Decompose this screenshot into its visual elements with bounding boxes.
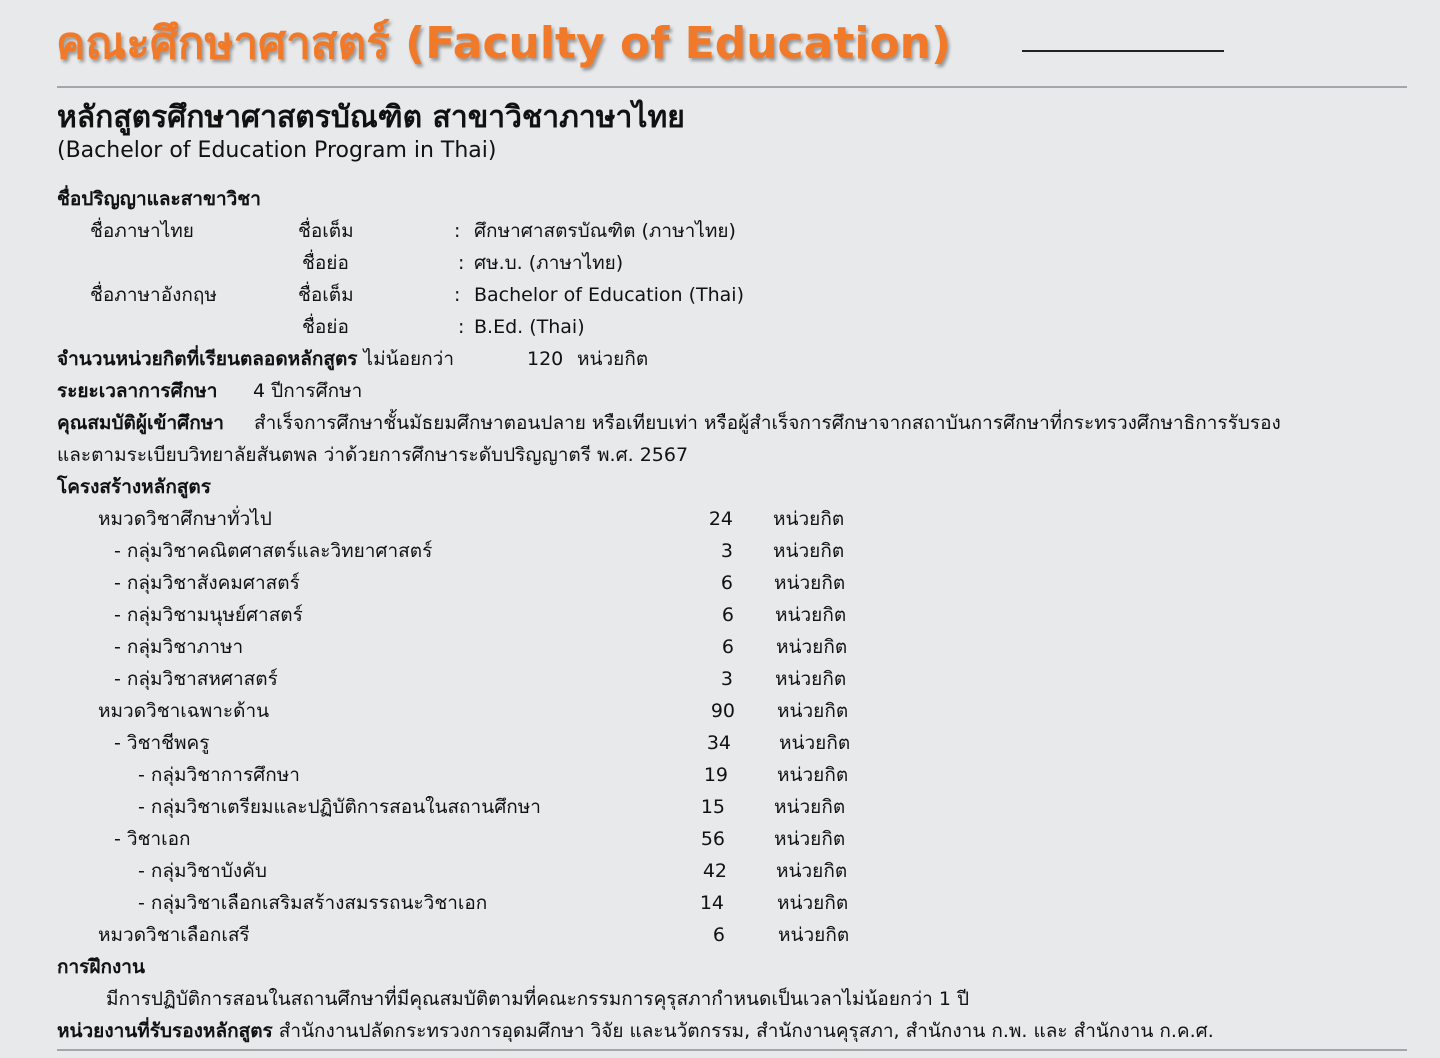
structure-row-credits: 3: [720, 540, 733, 562]
degree-colon: :: [454, 220, 461, 242]
total-credits-line: [57, 344, 454, 374]
structure-row-unit: หน่วยกิต: [773, 540, 845, 562]
structure-row-label: - กลุ่มวิชาเตรียมและปฏิบัติการสอนในสถานศึกษา: [138, 796, 541, 818]
structure-row-unit: หน่วยกิต: [778, 924, 850, 946]
structure-row-unit: หน่วยกิต: [774, 796, 846, 818]
title-underline-rule: [1022, 50, 1224, 52]
admission-text-line1: สำเร็จการศึกษาชั้นมัธยมศึกษาตอนปลาย หรือเทียบเท่า หรือผู้สำเร็จการศึกษาจากสถาบันการศึกษาที่กระทรวงศึกษาธิการรับรอง: [254, 412, 1281, 434]
total-credits-qualifier: ไม่น้อยกว่า: [363, 348, 455, 370]
structure-row-label: หมวดวิชาศึกษาทั่วไป: [98, 508, 272, 530]
duration-label: ระยะเวลาการศึกษา: [57, 380, 218, 402]
structure-row-unit: หน่วยกิต: [774, 572, 846, 594]
faculty-title: คณะศึกษาศาสตร์ (Faculty of Education): [56, 18, 952, 69]
degree-thai-full: ศึกษาศาสตรบัณฑิต (ภาษาไทย): [474, 220, 736, 242]
structure-row-unit: หน่วยกิต: [777, 764, 849, 786]
accreditation-line: [57, 1016, 1214, 1046]
degree-colon: :: [458, 252, 465, 274]
structure-row-label: - กลุ่มวิชาการศึกษา: [138, 764, 300, 786]
degree-colon: :: [458, 316, 465, 338]
structure-row-label: - กลุ่มวิชาสหศาสตร์: [114, 668, 278, 690]
structure-row-label: หมวดวิชาเฉพาะด้าน: [98, 700, 270, 722]
training-text: มีการปฏิบัติการสอนในสถานศึกษาที่มีคุณสมบัติตามที่คณะกรรมการคุรุสภากำหนดเป็นเวลาไม่น้อยกว่า 1 ปี: [106, 988, 970, 1010]
structure-row-credits: 3: [720, 668, 733, 690]
degree-thai-label: ชื่อภาษาไทย: [90, 220, 194, 242]
structure-row-label: - วิชาชีพครู: [114, 732, 210, 754]
structure-row-credits: 42: [702, 860, 727, 882]
degree-thai-full-label: ชื่อเต็ม: [298, 220, 354, 242]
structure-row-unit: หน่วยกิต: [777, 700, 849, 722]
page-header: [0, 0, 1440, 90]
degree-thai-abbr: ศษ.บ. (ภาษาไทย): [474, 252, 624, 274]
structure-row-credits: 6: [721, 604, 734, 626]
admission-label: คุณสมบัติผู้เข้าศึกษา: [57, 412, 224, 434]
structure-row-credits: 14: [699, 892, 724, 914]
program-title-thai: หลักสูตรศึกษาศาสตรบัณฑิต สาขาวิชาภาษาไทย: [57, 100, 685, 135]
total-credits-unit: หน่วยกิต: [577, 348, 649, 370]
structure-row-label: - กลุ่มวิชาบังคับ: [138, 860, 267, 882]
structure-row-label: - วิชาเอก: [114, 828, 191, 850]
structure-row-unit: หน่วยกิต: [775, 604, 847, 626]
structure-row-credits: 6: [721, 636, 734, 658]
degree-english-full-label: ชื่อเต็ม: [298, 284, 354, 306]
degree-english-abbr-label: ชื่อย่อ: [302, 316, 349, 338]
degree-english-full: Bachelor of Education (Thai): [474, 284, 744, 306]
structure-row-unit: หน่วยกิต: [779, 732, 851, 754]
degree-colon: :: [454, 284, 461, 306]
program-title-english: (Bachelor of Education Program in Thai): [57, 138, 497, 163]
structure-row-credits: 19: [703, 764, 728, 786]
total-credits-value: 120: [527, 348, 564, 370]
degree-thai-abbr-label: ชื่อย่อ: [302, 252, 349, 274]
accreditation-label: หน่วยงานที่รับรองหลักสูตร: [57, 1020, 273, 1042]
structure-row-unit: หน่วยกิต: [777, 892, 849, 914]
structure-row-credits: 56: [700, 828, 725, 850]
structure-row-unit: หน่วยกิต: [775, 668, 847, 690]
structure-row-label: - กลุ่มวิชาเลือกเสริมสร้างสมรรถนะวิชาเอก: [138, 892, 488, 914]
accreditation-text: สำนักงานปลัดกระทรวงการอุดมศึกษา วิจัย และนวัตกรรม, สำนักงานคุรุสภา, สำนักงาน ก.พ. และ สำนักงาน ก.ค.ศ.: [278, 1020, 1214, 1042]
degree-heading: ชื่อปริญญาและสาขาวิชา: [57, 188, 261, 210]
total-credits-label: จำนวนหน่วยกิตที่เรียนตลอดหลักสูตร: [57, 348, 358, 370]
structure-row-unit: หน่วยกิต: [774, 828, 846, 850]
structure-row-label: หมวดวิชาเลือกเสรี: [98, 924, 250, 946]
structure-row-credits: 24: [708, 508, 733, 530]
degree-english-label: ชื่อภาษาอังกฤษ: [90, 284, 217, 306]
structure-row-credits: 6: [720, 572, 733, 594]
structure-row-label: - กลุ่มวิชาคณิตศาสตร์และวิทยาศาสตร์: [114, 540, 433, 562]
structure-row-label: - กลุ่มวิชามนุษย์ศาสตร์: [114, 604, 303, 626]
header-divider: [57, 86, 1407, 88]
structure-row-unit: หน่วยกิต: [776, 636, 848, 658]
structure-row-unit: หน่วยกิต: [776, 860, 848, 882]
structure-heading: โครงสร้างหลักสูตร: [57, 476, 211, 498]
degree-english-abbr: B.Ed. (Thai): [474, 316, 585, 338]
admission-text-line2: และตามระเบียบวิทยาลัยสันตพล ว่าด้วยการศึกษาระดับปริญญาตรี พ.ศ. 2567: [57, 444, 689, 466]
structure-row-unit: หน่วยกิต: [773, 508, 845, 530]
duration-value: 4 ปีการศึกษา: [253, 380, 363, 402]
structure-row-credits: 6: [712, 924, 725, 946]
structure-row-label: - กลุ่มวิชาสังคมศาสตร์: [114, 572, 300, 594]
footer-divider: [57, 1049, 1407, 1051]
training-heading: การฝึกงาน: [57, 956, 145, 978]
structure-row-credits: 15: [700, 796, 725, 818]
structure-row-credits: 34: [706, 732, 731, 754]
structure-row-label: - กลุ่มวิชาภาษา: [114, 636, 244, 658]
structure-row-credits: 90: [710, 700, 735, 722]
